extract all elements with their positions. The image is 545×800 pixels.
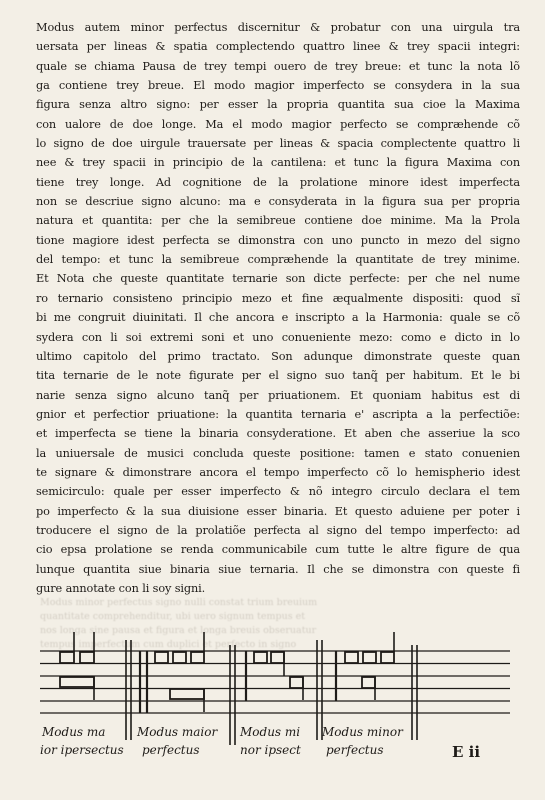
- label-maior-perfectus-2: perfectus: [142, 743, 200, 757]
- label-maior-perfectus-1: Modus maior: [137, 725, 218, 739]
- text-line: ultimo capitolo del primo tractato. Son adunque dimonstrate queste quan: [36, 349, 520, 363]
- text-line: ro ternario consisteno principio mezo et fine æqualmente dispositi: quod sĩ: [36, 291, 520, 305]
- text-line: lunque quantita siue binaria siue ternaria. Il che se dimonstra con queste fi: [36, 562, 520, 576]
- text-line: tiene trey longe. Ad cognitione de la prolatione minore idest imperfecta: [36, 175, 520, 189]
- bleed-line: Modus minor perfectus signo nulli constat trium breuium: [40, 597, 318, 608]
- text-line: lo signo de doe uirgule trauersate per lineas & spacia complectente quattro li: [36, 137, 520, 151]
- text-line: semicirculo: quale per esser imperfecto & nõ integro circulo declara el tem: [36, 485, 520, 499]
- text-line: nee & trey spacii in principio de la cantilena: et tunc la figura Maxima con: [36, 156, 520, 170]
- signature-mark: E ii: [452, 743, 481, 761]
- text-line: uersata per lineas & spatia complectendo quattro linee & trey spacii integri:: [36, 40, 520, 54]
- bleed-line: quantitate comprehenditur, ubi uero signum tempus et: [40, 611, 306, 622]
- text-line: sydera con li soi extremi soni et uno conueniente mezo: como e dicto in lo: [36, 330, 520, 344]
- label-maior-imperfectus-2: ior ipersectus: [40, 743, 124, 757]
- text-line: tita ternarie de le note figurate per el signo suo tanq̃ per habitum. Et le bi: [36, 369, 520, 383]
- text-line: te signare & dimonstrare ancora el tempo imperfecto cõ lo hemispherio idest: [36, 465, 520, 479]
- text-line: natura et quantita: per che la semibreue contiene doe minime. Ma la Prola: [36, 214, 520, 228]
- label-minor-perfectus-1: Modus minor: [322, 725, 403, 739]
- text-line: gnior et perfectior priuatione: la quantita ternaria e' ascripta a la perfectiõe:: [36, 407, 520, 421]
- text-line: del tempo: et tunc la semibreue compræhende la quantitate de trey minime.: [36, 253, 520, 267]
- bleed-line: tempus imperfectum cum duplici et perfecto in signo: [40, 639, 297, 650]
- text-line: bi me congruit diuinitati. Il che ancora e inscripto a la Harmonia: quale se cõ: [36, 311, 520, 325]
- text-line: non se descriue signo alcuno: ma e consyderata in la figura sua per propria: [36, 195, 520, 209]
- text-line: po imperfecto & la sua diuisione esser binaria. Et questo aduiene per poter i: [36, 504, 520, 518]
- label-maior-imperfectus-1: Modus ma: [42, 725, 106, 739]
- text-line: ga contiene trey breue. El modo magior imperfecto se consydera in la sua: [36, 79, 520, 93]
- text-line: et imperfecta se tiene la binaria consyderatione. Et aben che asseriue la sco: [36, 427, 520, 441]
- text-line: narie senza signo alcuno tanq̃ per priuationem. Et quoniam habitus est di: [36, 388, 520, 402]
- text-line: tione magiore idest perfecta se dimonstra con uno puncto in mezo del signo: [36, 233, 520, 247]
- text-line: quale se chiama Pausa de trey tempi ouero de trey breue: et tunc la nota lõ: [36, 59, 520, 73]
- text-line: figura senza altro signo: per esser la propria quantita sua cioe la Maxima: [36, 98, 520, 112]
- text-line: troducere el signo de la prolatiõe perfecta al signo del tempo imperfecto: ad: [36, 523, 520, 537]
- label-minor-imperfectus-1: Modus mi: [240, 725, 301, 739]
- bleed-line: nos longa sine pausa et figura et longa breuis obseruatur: [40, 625, 317, 636]
- text-line: cio epsa prolatione se renda communicabile cum tutte le altre figure de qua: [36, 543, 520, 557]
- text-line: Et Nota che queste quantitate ternarie son dicte perfecte: per che nel nume: [36, 272, 520, 286]
- text-line: la uniuersale de musici concluda queste positione: tamen e stato conuenien: [36, 446, 520, 460]
- text-line: con ualore de doe longe. Ma el modo magior perfecto se compræhende cõ: [36, 117, 520, 131]
- label-minor-imperfectus-2: nor ipsect: [240, 743, 301, 757]
- text-line: gure annotate con li soy signi.: [36, 581, 206, 595]
- text-line: Modus autem minor perfectus discernitur & probatur con una uirgula tra: [36, 21, 520, 34]
- label-minor-perfectus-2: perfectus: [326, 743, 384, 757]
